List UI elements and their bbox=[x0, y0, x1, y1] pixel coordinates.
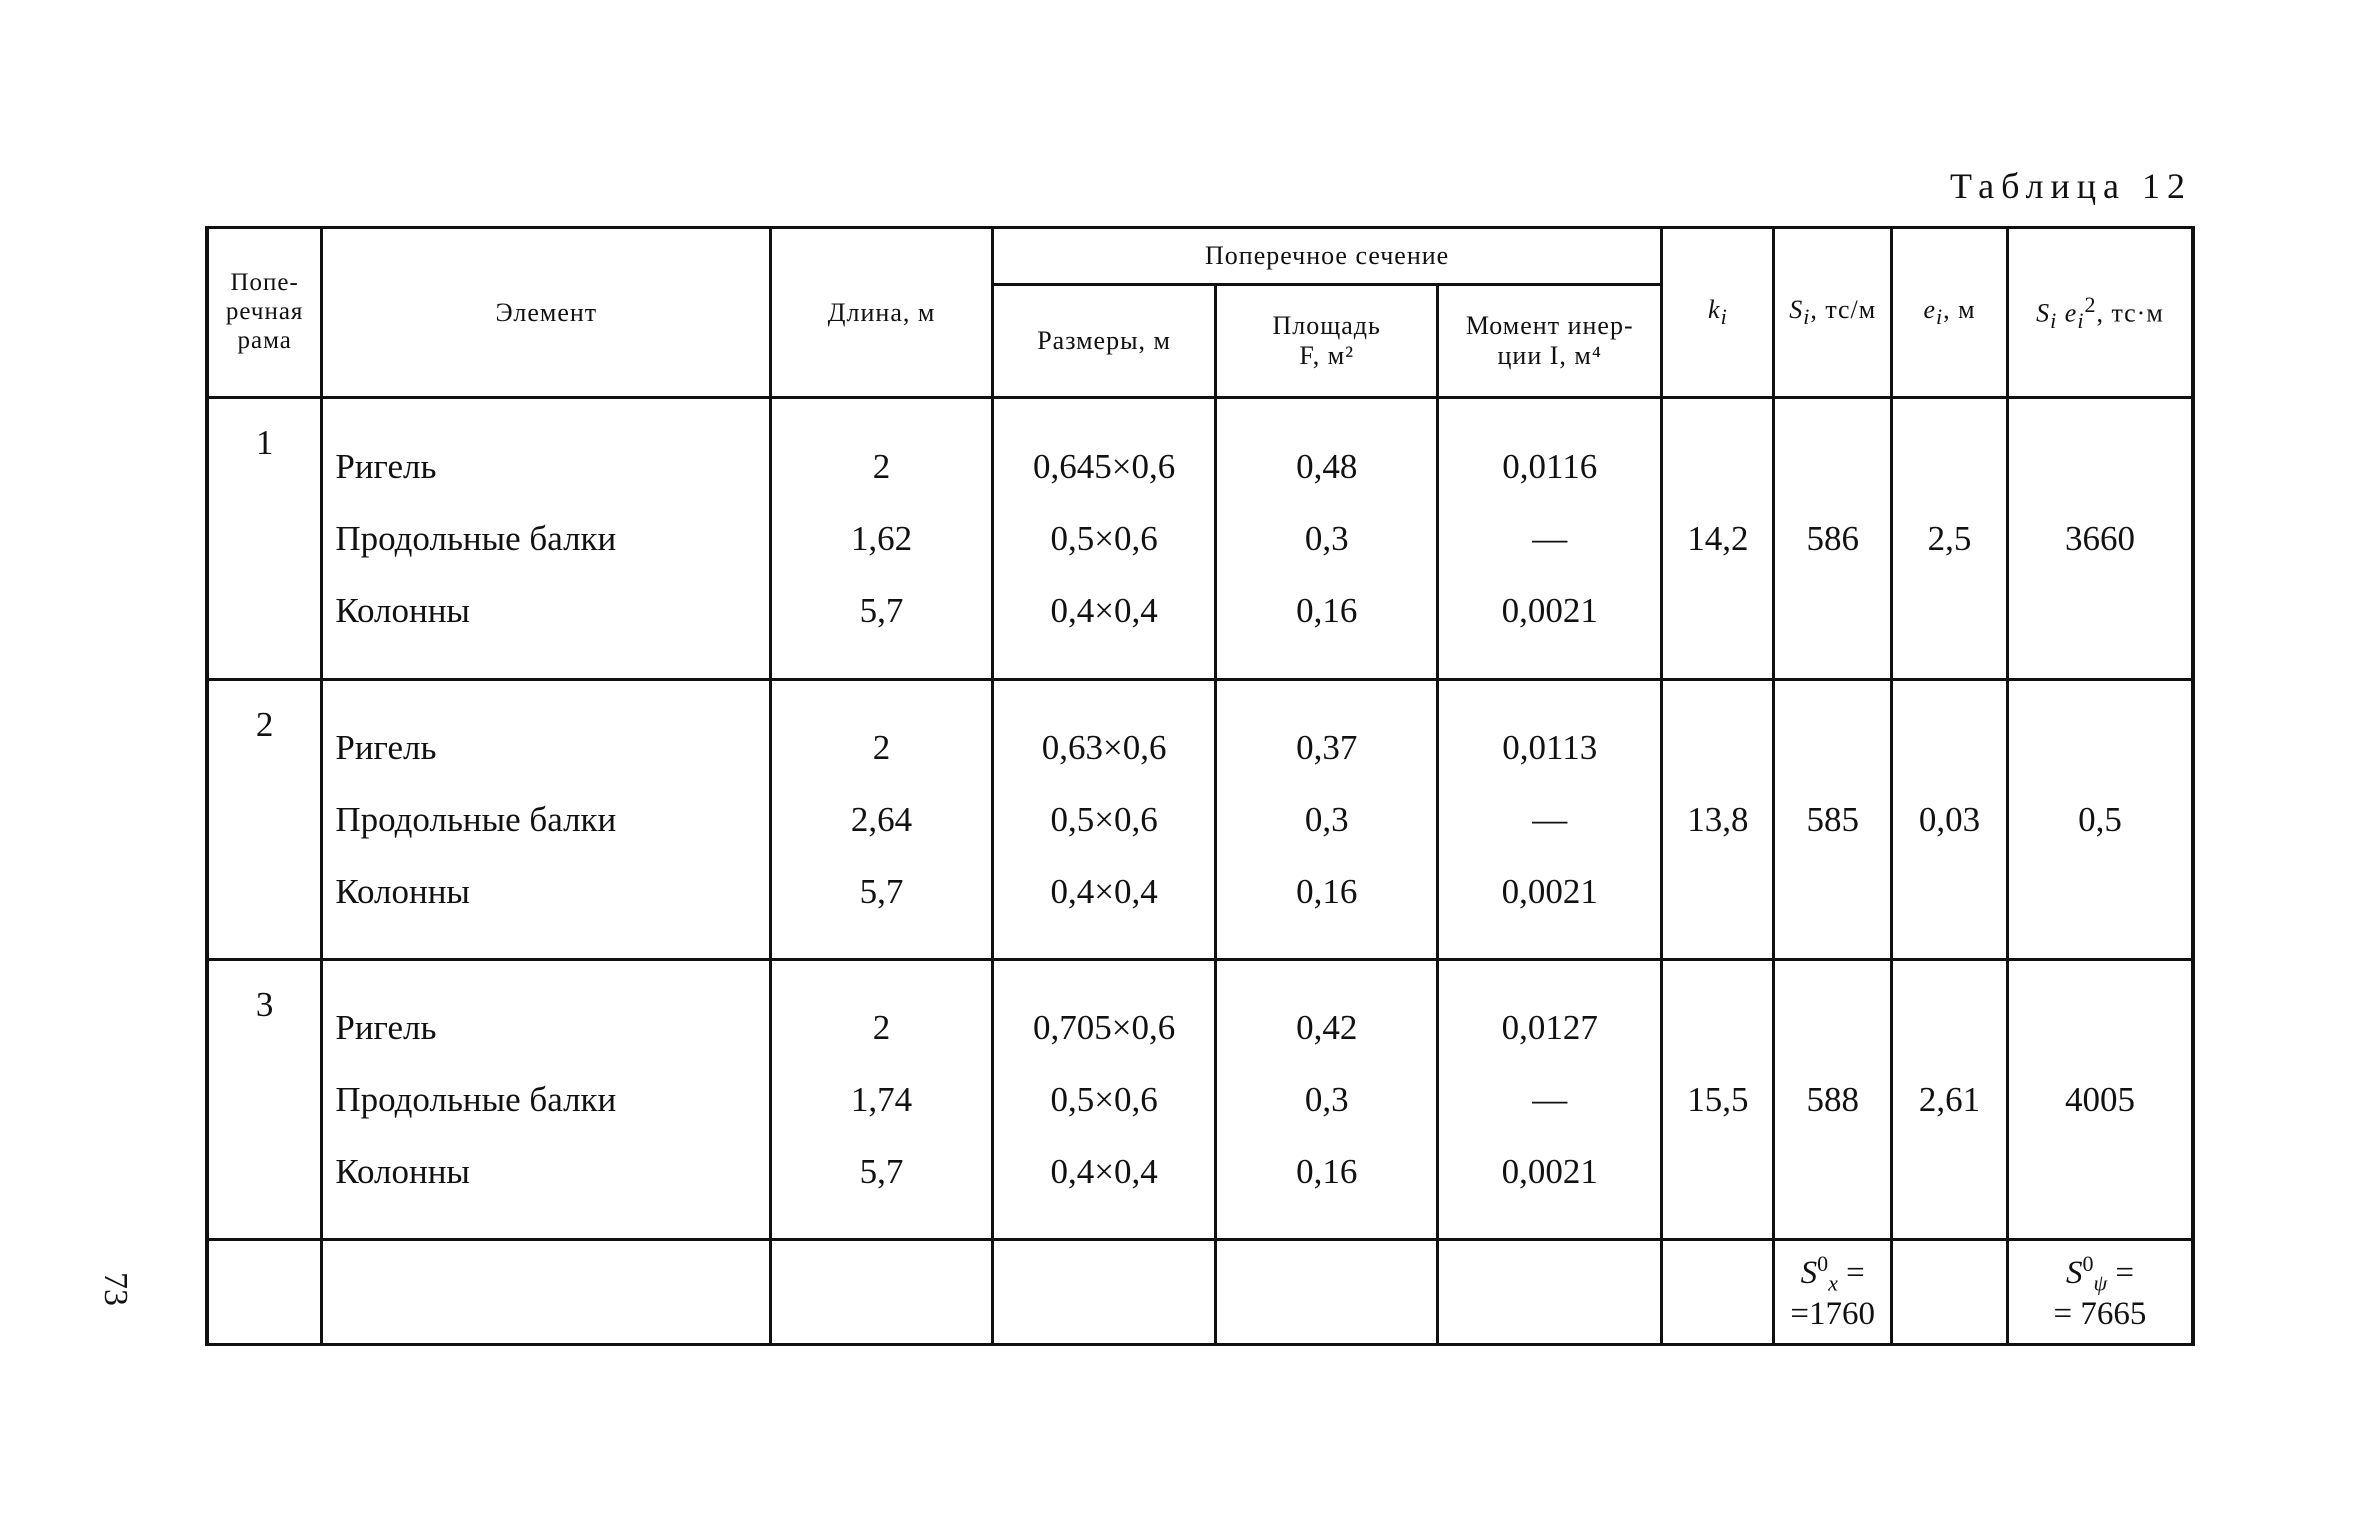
inertia-value: 0,0021 bbox=[1501, 871, 1598, 911]
inertia-value: — bbox=[1532, 518, 1568, 558]
area-value: 0,3 bbox=[1304, 799, 1349, 839]
length-value: 2 bbox=[872, 727, 891, 767]
length-list bbox=[771, 398, 992, 680]
header-s: $S_i$, тс/м bbox=[1774, 228, 1892, 398]
empty-cell bbox=[322, 1240, 771, 1345]
length-value: 1,74 bbox=[850, 1079, 913, 1119]
area-value: 0,16 bbox=[1296, 590, 1358, 630]
sizes-value: 0,5×0,6 bbox=[1050, 1079, 1158, 1119]
element-name: Ригель bbox=[335, 1007, 437, 1047]
e-value: 0,03 bbox=[1892, 680, 2008, 960]
length-value: 5,7 bbox=[859, 871, 904, 911]
empty-cell bbox=[1892, 1240, 2008, 1345]
inertia-list bbox=[1437, 960, 1661, 1240]
sizes-value: 0,705×0,6 bbox=[1032, 1007, 1176, 1047]
header-k: $k_i$ bbox=[1662, 228, 1774, 398]
page-number: 73 bbox=[97, 1272, 134, 1306]
se-value: 3660 bbox=[2007, 398, 2193, 680]
inertia-list bbox=[1437, 398, 1661, 680]
frame-number: 3 bbox=[207, 960, 322, 1240]
frame-group-1 bbox=[207, 398, 2193, 680]
length-value: 2 bbox=[872, 446, 891, 486]
inertia-value: — bbox=[1532, 1079, 1568, 1119]
inertia-value: 0,0021 bbox=[1501, 590, 1598, 630]
sizes-list bbox=[992, 960, 1216, 1240]
element-name: Колонны bbox=[335, 871, 470, 911]
total-sx-value: =1760 bbox=[1790, 1295, 1876, 1332]
empty-cell bbox=[1662, 1240, 1774, 1345]
s-value: 586 bbox=[1774, 398, 1892, 680]
totals-row-group bbox=[207, 1240, 2193, 1345]
k-value: 14,2 bbox=[1662, 398, 1774, 680]
table-caption: Таблица 12 bbox=[1950, 166, 2192, 206]
header-frame: Попе- речная рама bbox=[207, 228, 322, 398]
frame-group-3 bbox=[207, 960, 2193, 1240]
data-table bbox=[205, 226, 2195, 1346]
area-value: 0,42 bbox=[1296, 1007, 1358, 1047]
se-value: 4005 bbox=[2007, 960, 2193, 1240]
length-list bbox=[771, 960, 992, 1240]
sizes-value: 0,4×0,4 bbox=[1050, 1151, 1158, 1191]
element-list bbox=[322, 398, 771, 680]
total-sx: $S^0_x$ = =1760 bbox=[1774, 1240, 1892, 1345]
area-value: 0,16 bbox=[1296, 1151, 1358, 1191]
inertia-list bbox=[1437, 680, 1661, 960]
e-value: 2,61 bbox=[1892, 960, 2008, 1240]
inertia-value: 0,0113 bbox=[1502, 727, 1598, 767]
length-list bbox=[771, 680, 992, 960]
frame-number: 2 bbox=[207, 680, 322, 960]
inertia-value: 0,0116 bbox=[1502, 446, 1598, 486]
empty-cell bbox=[771, 1240, 992, 1345]
element-name: Колонны bbox=[335, 1151, 470, 1191]
element-list bbox=[322, 680, 771, 960]
sizes-value: 0,645×0,6 bbox=[1032, 446, 1176, 486]
length-value: 1,62 bbox=[850, 518, 913, 558]
inertia-value: — bbox=[1532, 799, 1568, 839]
table-header bbox=[207, 228, 2193, 398]
header-inertia: Момент инер- ции I, м⁴ bbox=[1437, 285, 1661, 398]
inertia-value: 0,0127 bbox=[1501, 1007, 1598, 1047]
element-name: Продольные балки bbox=[335, 518, 617, 558]
empty-cell bbox=[992, 1240, 1216, 1345]
length-value: 2,64 bbox=[850, 799, 913, 839]
empty-cell bbox=[207, 1240, 322, 1345]
empty-cell bbox=[1216, 1240, 1438, 1345]
sizes-value: 0,5×0,6 bbox=[1050, 518, 1158, 558]
k-value: 13,8 bbox=[1662, 680, 1774, 960]
area-value: 0,37 bbox=[1296, 727, 1358, 767]
total-spsi-value: = 7665 bbox=[2053, 1295, 2147, 1332]
element-name: Ригель bbox=[335, 727, 437, 767]
length-value: 5,7 bbox=[859, 590, 904, 630]
frame-group-2 bbox=[207, 680, 2193, 960]
sizes-value: 0,4×0,4 bbox=[1050, 871, 1158, 911]
total-spsi: $S^0_\psi$ = = 7665 bbox=[2007, 1240, 2193, 1345]
element-name: Колонны bbox=[335, 590, 470, 630]
header-element: Элемент bbox=[322, 228, 771, 398]
header-e: $e_i$, м bbox=[1892, 228, 2008, 398]
sizes-value: 0,4×0,4 bbox=[1050, 590, 1158, 630]
area-list bbox=[1216, 680, 1438, 960]
area-value: 0,3 bbox=[1304, 518, 1349, 558]
se-value: 0,5 bbox=[2007, 680, 2193, 960]
element-name: Продольные балки bbox=[335, 1079, 617, 1119]
header-section: Поперечное сечение bbox=[992, 228, 1662, 285]
area-value: 0,3 bbox=[1304, 1079, 1349, 1119]
sizes-value: 0,63×0,6 bbox=[1041, 727, 1167, 767]
header-se: $S_i$ $e_i^2$, тс·м bbox=[2007, 228, 2193, 398]
sizes-list bbox=[992, 398, 1216, 680]
inertia-value: 0,0021 bbox=[1501, 1151, 1598, 1191]
element-name: Продольные балки bbox=[335, 799, 617, 839]
frame-number: 1 bbox=[207, 398, 322, 680]
s-value: 585 bbox=[1774, 680, 1892, 960]
header-sizes: Размеры, м bbox=[992, 285, 1216, 398]
area-value: 0,16 bbox=[1296, 871, 1358, 911]
element-list bbox=[322, 960, 771, 1240]
area-list bbox=[1216, 398, 1438, 680]
k-value: 15,5 bbox=[1662, 960, 1774, 1240]
sizes-value: 0,5×0,6 bbox=[1050, 799, 1158, 839]
e-value: 2,5 bbox=[1892, 398, 2008, 680]
header-area: Площадь F, м² bbox=[1216, 285, 1438, 398]
sizes-list bbox=[992, 680, 1216, 960]
empty-cell bbox=[1437, 1240, 1661, 1345]
area-list bbox=[1216, 960, 1438, 1240]
area-value: 0,48 bbox=[1296, 446, 1358, 486]
element-name: Ригель bbox=[335, 446, 437, 486]
length-value: 5,7 bbox=[859, 1151, 904, 1191]
s-value: 588 bbox=[1774, 960, 1892, 1240]
header-length: Длина, м bbox=[771, 228, 992, 398]
length-value: 2 bbox=[872, 1007, 891, 1047]
